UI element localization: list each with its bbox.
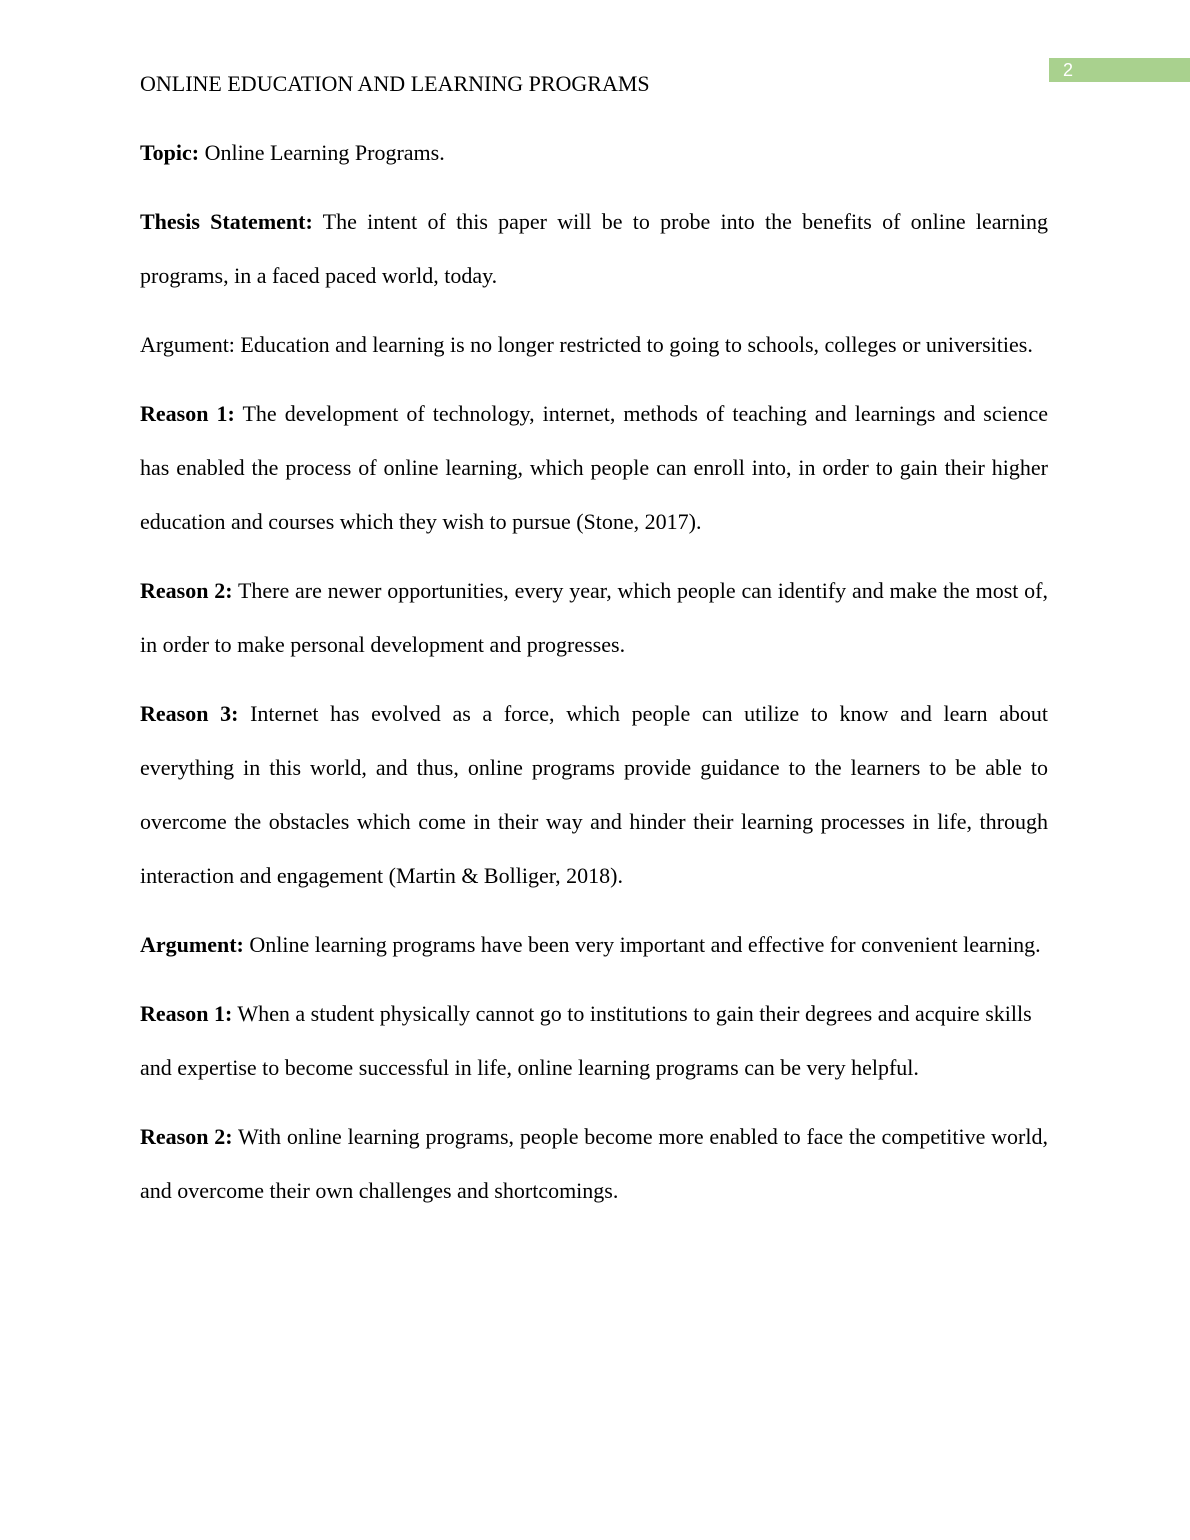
argument-1-paragraph [140,318,1048,372]
topic-paragraph [140,126,1048,180]
reason-label: Reason 3: [140,701,239,726]
page-number: 2 [1049,58,1190,82]
argument-1-reason-3 [140,687,1048,903]
document-body [140,126,1048,1233]
thesis-paragraph [140,195,1048,303]
reason-text: Internet has evolved as a force, which people can utilize to know and learn about everything in this world, and thus, online programs provide guidance to the learners to be able to overcome the obstacles which come in their way and hinder their learning processes in life, through interaction and engagement (Martin & Bolliger, 2018). [140,701,1048,888]
topic-label: Topic: [140,140,200,165]
reason-label: Reason 2: [140,1124,233,1149]
topic-text: Online Learning Programs. [199,140,445,165]
argument-2-label: Argument: [140,932,244,957]
argument-1-reason-1 [140,387,1048,549]
reason-label: Reason 1: [140,401,235,426]
reason-label: Reason 1: [140,1001,233,1026]
argument-2-paragraph [140,918,1048,972]
running-head: ONLINE EDUCATION AND LEARNING PROGRAMS [140,71,650,96]
reason-text: When a student physically cannot go to institutions to gain their degrees and acquire skills and expertise to become successful in life, online learning programs can be very helpful. [140,1001,1032,1080]
argument-2-reason-2 [140,1110,1048,1218]
argument-2-reason-1 [140,987,1048,1095]
reason-label: Reason 2: [140,578,233,603]
argument-1-text: Argument: Education and learning is no longer restricted to going to schools, colleges or universities. [140,332,1033,357]
argument-2-text: Online learning programs have been very important and effective for convenient learning. [243,932,1041,957]
reason-text: With online learning programs, people become more enabled to face the competitive world, and overcome their own challenges and shortcomings. [140,1124,1048,1203]
argument-1-reason-2 [140,564,1048,672]
reason-text: There are newer opportunities, every year, which people can identify and make the most of, in order to make personal development and progresses. [140,578,1048,657]
reason-text: The development of technology, internet, methods of teaching and learnings and science has enabled the process of online learning, which people can enroll into, in order to gain their higher education and courses which they wish to pursue (Stone, 2017). [140,401,1048,534]
thesis-text: The intent of this paper will be to probe into the benefits of online learning programs, in a faced paced world, today. [140,209,1048,288]
thesis-label: Thesis Statement: [140,209,313,234]
